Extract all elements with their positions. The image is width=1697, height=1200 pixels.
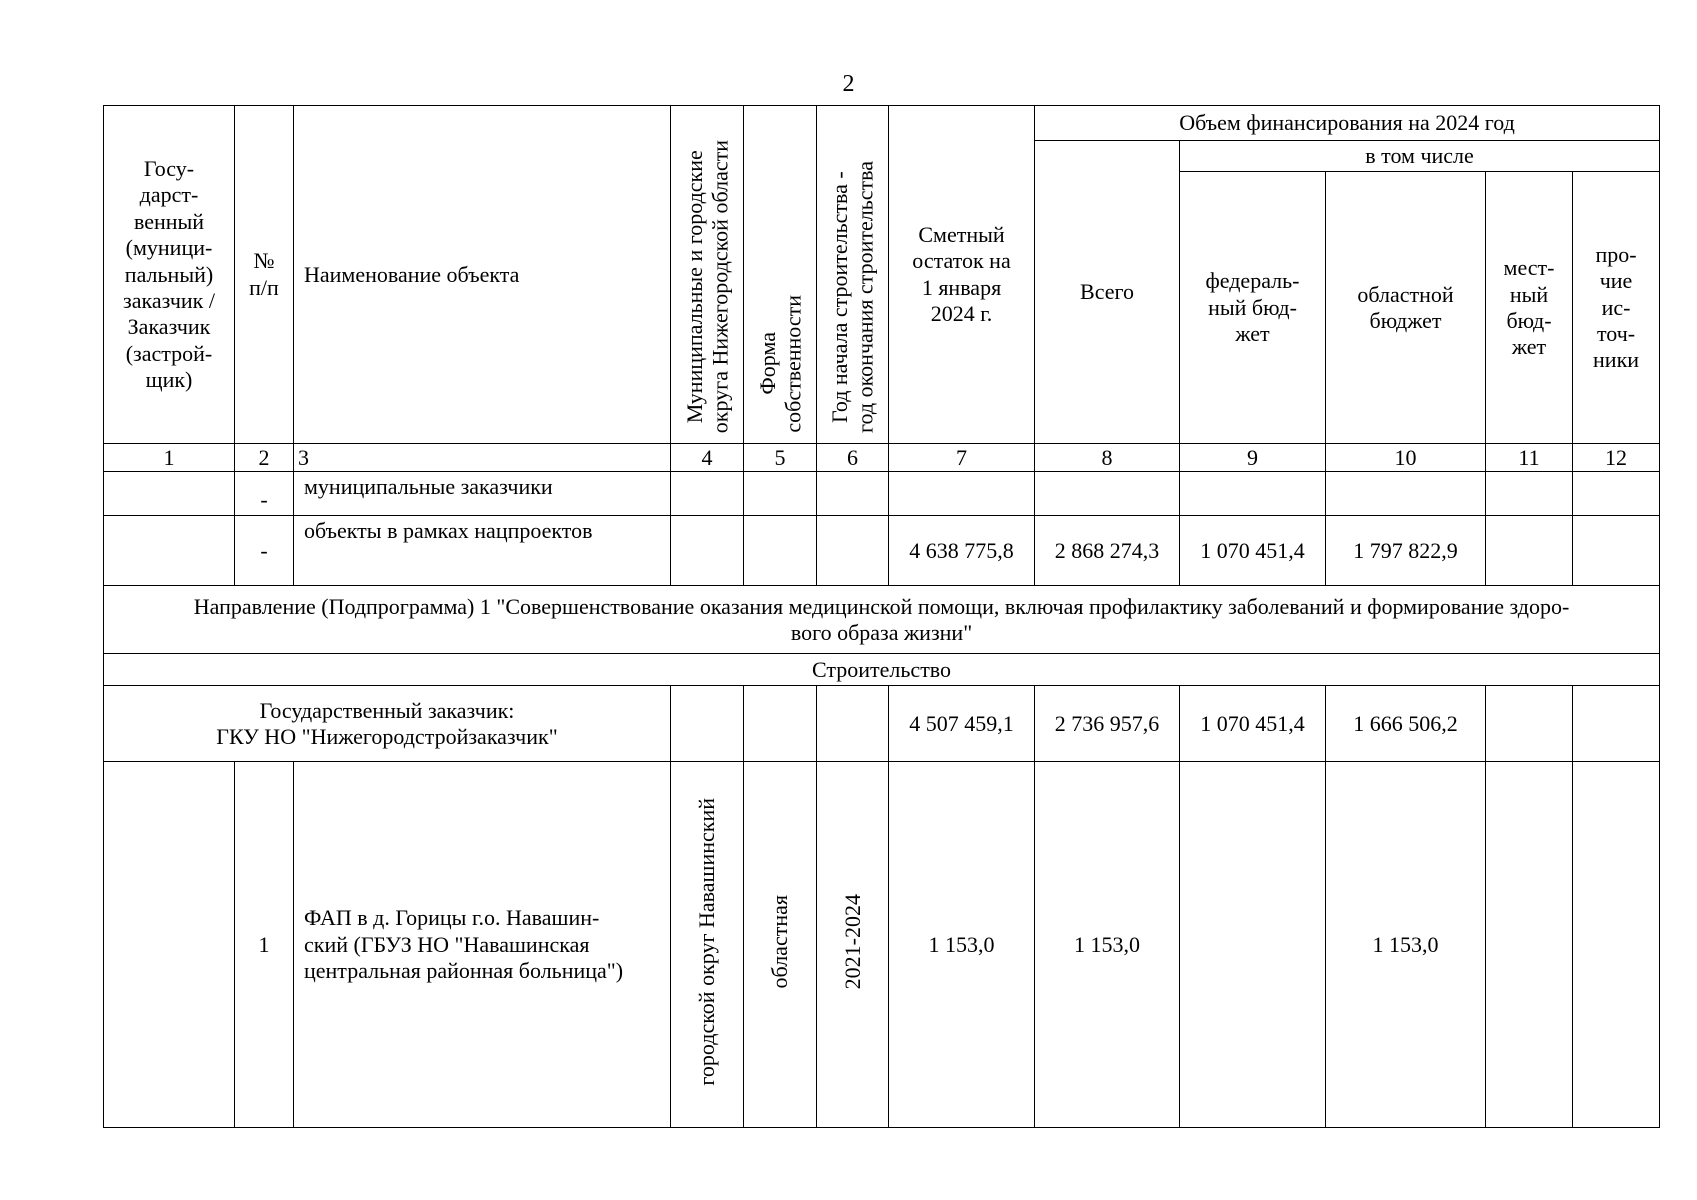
column-number: 6: [817, 444, 889, 472]
table-row-direction: [104, 586, 1660, 654]
column-number: 9: [1180, 444, 1326, 472]
row-total: 1 153,0: [1035, 762, 1180, 1128]
state-customer-name: Государственный заказчик: ГКУ НО "Нижегородстройзаказчик": [104, 686, 671, 762]
column-numbers-row: [104, 444, 1660, 472]
row-total: 2 868 274,3: [1035, 516, 1180, 586]
row-num: 1: [235, 762, 294, 1128]
row-name: муниципальные заказчики: [294, 472, 671, 516]
header-ownership: [744, 106, 817, 444]
column-number: 11: [1486, 444, 1573, 472]
header-other: про- чие ис- точ- ники: [1573, 172, 1660, 444]
header-funding: Объем финансирования на 2024 год: [1035, 106, 1660, 141]
row-estimate: 4 507 459,1: [889, 686, 1035, 762]
column-number: 5: [744, 444, 817, 472]
row-federal: 1 070 451,4: [1180, 686, 1326, 762]
header-total: Всего: [1035, 141, 1180, 444]
header-municipal-text: Муниципальные и городские округа Нижегородской области: [681, 139, 732, 433]
header-years: [817, 106, 889, 444]
table-row-municipal-customers: [104, 472, 1660, 516]
header-regional: областной бюджет: [1326, 172, 1486, 444]
object-ownership-text: областная: [767, 895, 793, 989]
header-local: мест- ный бюд- жет: [1486, 172, 1573, 444]
row-dash: -: [235, 516, 294, 586]
header-customer: Госу- дарст- венный (муници- пальный) заказчик / Заказчик (застрой- щик): [104, 106, 235, 444]
object-years: [817, 762, 889, 1128]
table-row-construction: [104, 654, 1660, 686]
header-federal: федераль- ный бюд- жет: [1180, 172, 1326, 444]
row-estimate: 4 638 775,8: [889, 516, 1035, 586]
object-municipal-text: городской округ Навашинский: [694, 798, 720, 1086]
page-number: 2: [842, 71, 855, 97]
header-num: № п/п: [235, 106, 294, 444]
object-ownership: [744, 762, 817, 1128]
table-row-object: [104, 762, 1660, 1128]
header-municipal: [671, 106, 744, 444]
header-years-text: Год начала строительства - год окончания строительства: [827, 161, 878, 433]
header-estimate: Сметный остаток на 1 января 2024 г.: [889, 106, 1035, 444]
header-object-name: Наименование объекта: [294, 106, 671, 444]
object-municipal: [671, 762, 744, 1128]
row-regional: 1 666 506,2: [1326, 686, 1486, 762]
column-number: 3: [294, 444, 671, 472]
column-number: 4: [671, 444, 744, 472]
object-name: ФАП в д. Горицы г.о. Навашин- ский (ГБУЗ НО "Навашинская центральная районная больница"): [294, 762, 671, 1128]
row-estimate: 1 153,0: [889, 762, 1035, 1128]
financing-table: [103, 105, 1660, 1128]
table-row-state-customer: [104, 686, 1660, 762]
column-number: 8: [1035, 444, 1180, 472]
header-including: в том числе: [1180, 141, 1660, 172]
row-regional: 1 797 822,9: [1326, 516, 1486, 586]
header-ownership-text: Форма собственности: [754, 295, 805, 433]
direction-title: Направление (Подпрограмма) 1 "Совершенствование оказания медицинской помощи, включая профилактику заболеваний и формирование здоро- вого образа жизни": [104, 586, 1660, 654]
row-regional: 1 153,0: [1326, 762, 1486, 1128]
row-name: объекты в рамках нацпроектов: [294, 516, 671, 586]
row-dash: -: [235, 472, 294, 516]
column-number: 1: [104, 444, 235, 472]
section-title: Строительство: [104, 654, 1660, 686]
column-number: 10: [1326, 444, 1486, 472]
row-federal: 1 070 451,4: [1180, 516, 1326, 586]
row-total: 2 736 957,6: [1035, 686, 1180, 762]
object-years-text: 2021-2024: [839, 894, 865, 990]
table-row-national-projects: [104, 516, 1660, 586]
column-number: 12: [1573, 444, 1660, 472]
column-number: 7: [889, 444, 1035, 472]
column-number: 2: [235, 444, 294, 472]
